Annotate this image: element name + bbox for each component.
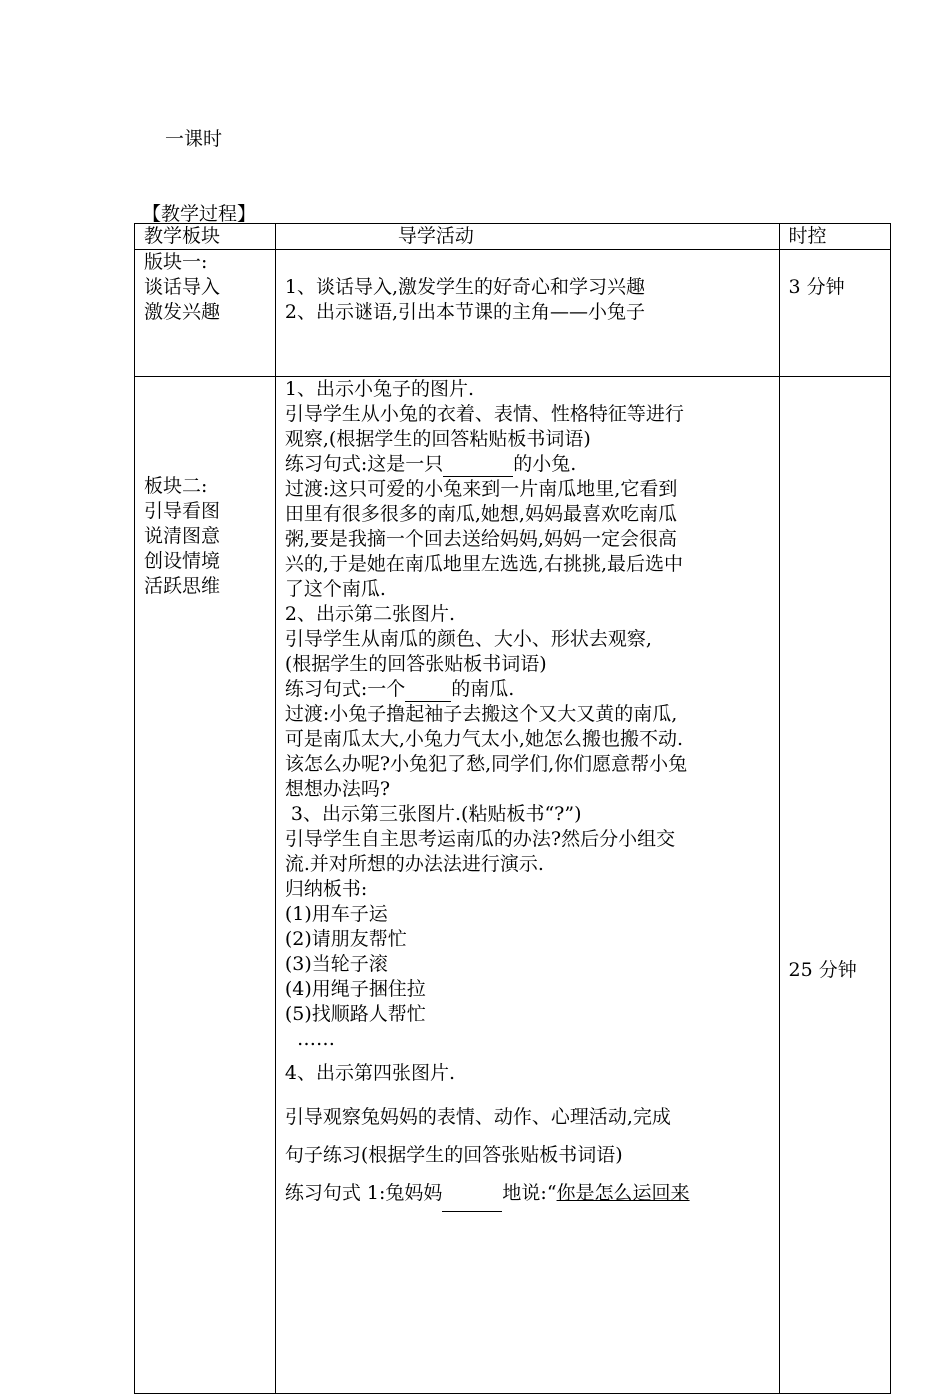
fill-blank [405,681,451,702]
activity-line: 想想办法吗? [284,778,391,800]
teaching-process-table [134,223,891,1394]
practice-text: 练习句式:这是一只 [284,453,444,475]
activity-line: 2、出示谜语,引出本节课的主角——小兔子 [284,301,646,323]
block-label: 激发兴趣 [144,301,221,323]
block-cell [135,377,276,1394]
list-item: (1)用车子运 [284,903,388,925]
list-item: (2)请朋友帮忙 [284,928,407,950]
activity-line: 了这个南瓜. [284,578,386,600]
activity-line: 兴的,于是她在南瓜地里左选选,右挑挑,最后选中 [284,553,684,575]
block-label: 引导看图 [144,500,221,522]
header-time: 时控 [779,224,890,250]
section-title: 【教学过程】 [142,203,257,225]
activity-line: 引导观察兔妈妈的表情、动作、心理活动,完成 [284,1106,671,1128]
list-item: (5)找顺路人帮忙 [284,1003,426,1025]
activity-line: 3、出示第三张图片.(粘贴板书“?”) [284,803,582,825]
practice-text: 地说:“ [502,1182,557,1204]
activity-line: 该怎么办呢?小兔犯了愁,同学们,你们愿意帮小兔 [284,753,688,775]
fill-blank [443,456,513,477]
block-label: 谈话导入 [144,276,221,298]
ellipsis: …… [284,1028,335,1050]
practice-text: 的小兔. [513,453,577,475]
time-cell [779,250,890,377]
time-value: 25 分钟 [788,958,857,981]
activity-line: 引导学生从小兔的衣着、表情、性格特征等进行 [284,403,684,425]
activity-cell [275,377,779,1394]
practice-text: 练习句式:一个 [284,678,406,700]
activity-line: 田里有很多很多的南瓜,她想,妈妈最喜欢吃南瓜 [284,503,677,525]
activity-line: 2、出示第二张图片. [284,603,456,625]
activity-line: 过渡:这只可爱的小兔来到一片南瓜地里,它看到 [284,478,678,500]
activity-line: 归纳板书: [284,878,368,900]
activity-line: (根据学生的回答张贴板书词语) [284,653,547,675]
table-header-row [135,224,891,250]
activity-line: 句子练习(根据学生的回答张贴板书词语) [284,1144,623,1166]
activity-line: 引导学生从南瓜的颜色、大小、形状去观察, [284,628,652,650]
fill-blank [442,1191,502,1212]
activity-line: 1、出示小兔子的图片. [284,378,475,400]
activity-line: 流.并对所想的办法法进行演示. [284,853,544,875]
lesson-duration-heading: 一课时 [165,128,223,150]
block-label: 活跃思维 [144,575,221,597]
activity-line: 观察,(根据学生的回答粘贴板书词语) [284,428,591,450]
underlined-answer: 你是怎么运回来 [556,1182,690,1204]
activity-cell [275,250,779,377]
block-label: 创设情境 [144,550,221,572]
block-cell [135,250,276,377]
activity-line: 4、出示第四张图片. [284,1062,456,1084]
activity-line: 粥,要是我摘一个回去送给妈妈,妈妈一定会很高 [284,528,677,550]
list-item: (3)当轮子滚 [284,953,388,975]
block-label: 说清图意 [144,525,221,547]
activity-line: 1、谈话导入,激发学生的好奇心和学习兴趣 [284,276,646,298]
practice-sentence [285,677,770,702]
table-row [135,377,891,1394]
list-item: (4)用绳子捆住拉 [284,978,426,1000]
activity-line: 可是南瓜太大,小兔力气太小,她怎么搬也搬不动. [284,728,684,750]
header-teaching-block: 教学板块 [135,224,276,250]
practice-sentence [285,452,770,477]
time-cell [779,377,890,1394]
table-row [135,250,891,377]
header-activities: 导学活动 [275,224,779,250]
practice-text: 练习句式 1:兔妈妈 [284,1182,443,1204]
time-value: 3 分钟 [788,276,845,298]
block-label: 板块二: [144,475,208,497]
practice-text: 的南瓜. [451,678,515,700]
activity-line: 引导学生自主思考运南瓜的办法?然后分小组交 [284,828,676,850]
block-label: 版块一: [144,251,208,273]
activity-line: 过渡:小兔子撸起袖子去搬这个又大又黄的南瓜, [284,703,678,725]
practice-sentence [285,1174,770,1212]
